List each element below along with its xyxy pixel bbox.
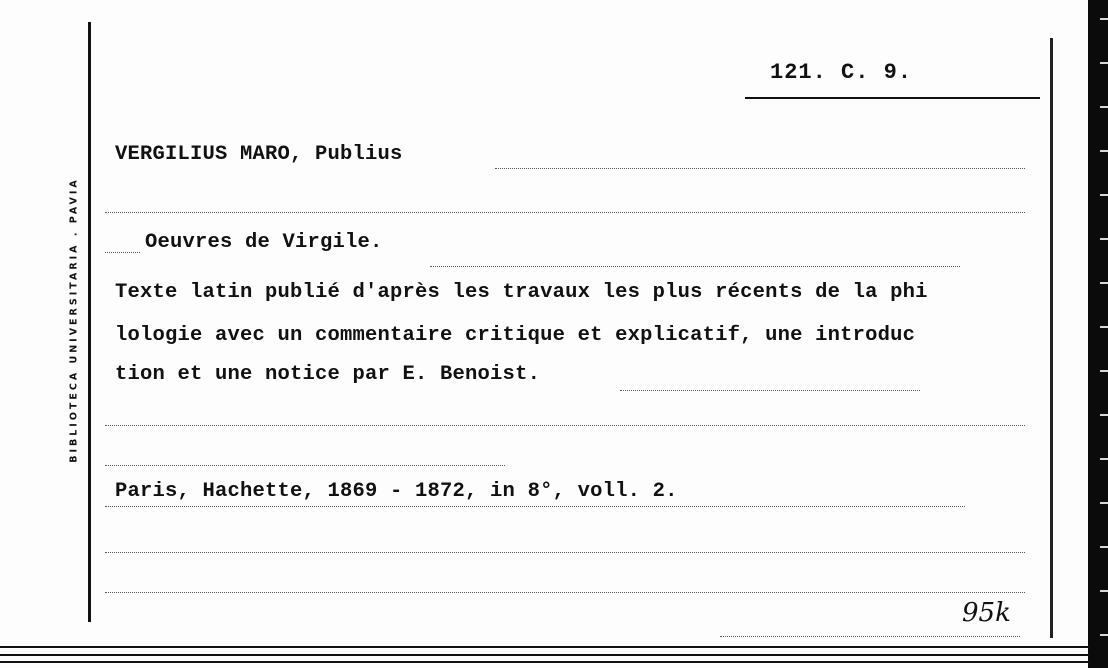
bottom-rule [0,654,1090,656]
card-right-rule [1050,38,1053,638]
ruled-dotted-line [105,465,505,466]
shelfmark-underline [745,97,1040,99]
card-left-rule [88,22,91,622]
description-line-1: Texte latin publié d'après les travaux les plus récents de la phi [115,281,928,304]
ruled-dotted-line [105,212,1025,213]
shelfmark: 121. C. 9. [770,60,913,85]
description-line-3: tion et une notice par E. Benoist. [115,363,541,386]
title-line: Oeuvres de Virgile. [145,231,383,254]
scan-edge-marks [1100,0,1108,668]
ruled-dotted-line [495,168,1025,169]
ruled-dotted-line [720,636,1020,637]
ruled-dotted-line [105,506,965,507]
ruled-dotted-line [105,552,1025,553]
description-line-2: lologie avec un commentaire critique et explicatif, une introduc [115,324,916,347]
ruled-dotted-line [105,592,1025,593]
imprint-line: Paris, Hachette, 1869 - 1872, in 8°, voll. 2. [115,480,678,503]
handwritten-note: 95k [962,598,1011,628]
ruled-dotted-line [105,425,1025,426]
bottom-rule [0,661,1090,663]
author-heading: VERGILIUS MARO, Publius [115,143,403,166]
ruled-dotted-line [105,252,140,253]
ruled-dotted-line [620,390,920,391]
ruled-dotted-line [430,266,960,267]
library-stamp: BIBLIOTECA UNIVERSITARIA . PAVIA [68,177,80,463]
bottom-rule [0,646,1090,648]
